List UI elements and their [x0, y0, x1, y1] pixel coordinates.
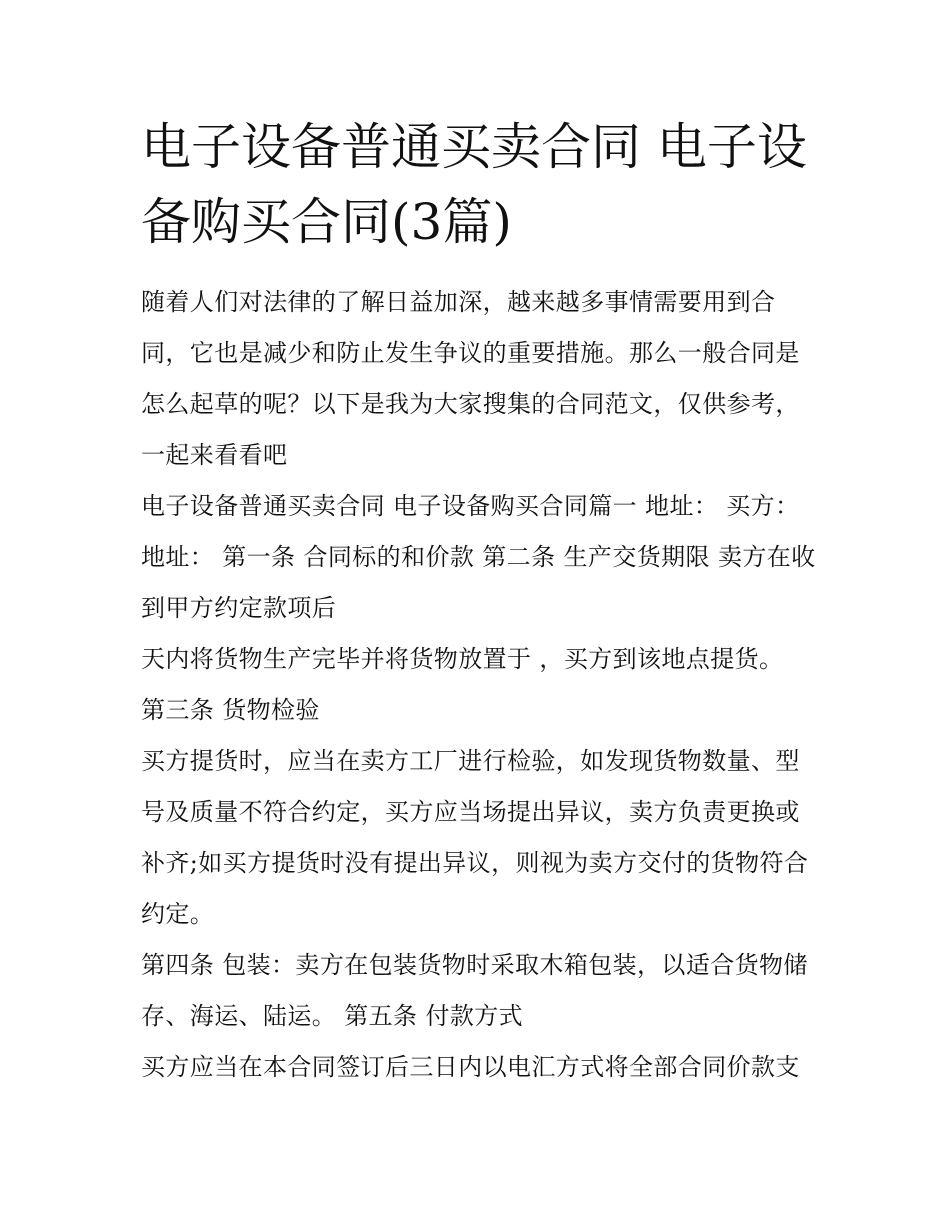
document-title: 电子设备普通买卖合同 电子设备购买合同(3篇) — [141, 118, 807, 251]
paragraph-article-3-heading: 第三条 货物检验 — [141, 696, 320, 724]
paragraph-inspection: 买方提货时，应当在卖方工厂进行检验，如发现货物数量、型号及质量不符合约定，买方应当场提出异议，卖方负责更换或补齐;如买方提货时没有提出异议，则视为卖方交付的货物符合约定。 — [141, 747, 809, 928]
paragraph-intro: 随着人们对法律的了解日益加深，越来越多事情需要用到合同，它也是减少和防止发生争议的重要措施。那么一般合同是怎么起草的呢？以下是我为大家搜集的合同范文，仅供参考，一起来看看吧 — [141, 288, 800, 469]
document-body — [141, 277, 816, 1093]
paragraph-contract-header: 电子设备普通买卖合同 电子设备购买合同篇一 地址： 买方：地址： 第一条 合同标的和价款 第二条 生产交货期限 卖方在收到甲方约定款项后 — [141, 492, 816, 622]
paragraph-delivery: 天内将货物生产完毕并将货物放置于 ，买方到该地点提货。 — [141, 645, 784, 673]
paragraph-payment: 买方应当在本合同签订后三日内以电汇方式将全部合同价款支 — [141, 1053, 800, 1081]
paragraph-packaging: 第四条 包装：卖方在包装货物时采取木箱包装，以适合货物储存、海运、陆运。 第五条 付款方式 — [141, 951, 808, 1030]
